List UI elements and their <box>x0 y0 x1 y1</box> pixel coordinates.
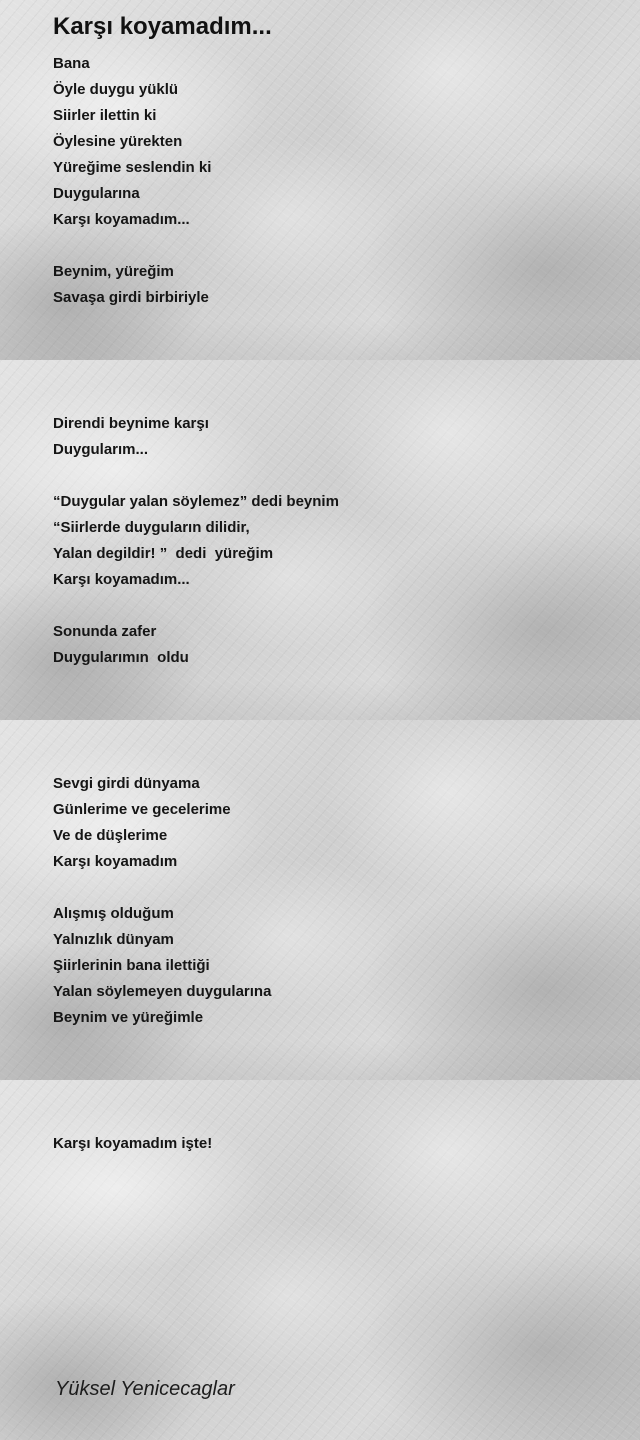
poem-line: Yalan degildir! ” dedi yüreğim <box>53 545 274 562</box>
poem-line: Duygularına <box>53 185 140 202</box>
stanza <box>53 489 339 593</box>
panel-divider <box>0 1040 640 1080</box>
poem-line: Savaşa girdi birbiriyle <box>53 289 209 306</box>
poem-line: Öylesine yürekten <box>53 133 183 150</box>
poem-panel-2 <box>0 360 640 720</box>
poem-line: “Duygular yalan söylemez” dedi beynim <box>53 493 339 510</box>
poem-line: Yalan söylemeyen duygularına <box>53 983 272 1000</box>
poem-line: Karşı koyamadım <box>53 853 178 870</box>
poem-line: Şiirlerinin bana ilettiği <box>53 957 210 974</box>
poem-line: Siirler ilettin ki <box>53 107 157 124</box>
poem-line: Karşı koyamadım... <box>53 571 190 588</box>
stanza <box>53 259 209 311</box>
poem-panel-3 <box>0 720 640 1080</box>
poem-line: Sonunda zafer <box>53 623 157 640</box>
poem-line: Duygularımın oldu <box>53 649 189 666</box>
stanza <box>53 1131 212 1157</box>
poem-line: Alışmış olduğum <box>53 905 174 922</box>
stanza <box>53 771 231 875</box>
poem-panel-1 <box>0 0 640 360</box>
poem-line: Ve de düşlerime <box>53 827 168 844</box>
poem-line: Karşı koyamadım... <box>53 211 190 228</box>
poem-panel-4 <box>0 1080 640 1440</box>
poem-line: Karşı koyamadım işte! <box>53 1135 213 1152</box>
poem-author: Yüksel Yenicecaglar <box>55 1378 235 1400</box>
poem-line: Bana <box>53 55 90 72</box>
poem-line: “Siirlerde duyguların dilidir, <box>53 519 250 536</box>
stanza <box>53 411 209 463</box>
poem-line: Beynim ve yüreğimle <box>53 1009 204 1026</box>
poem-title: Karşı koyamadım... <box>53 13 272 40</box>
poem-line: Beynim, yüreğim <box>53 263 174 280</box>
poem-line: Duygularım... <box>53 441 149 458</box>
poem-line: Günlerime ve gecelerime <box>53 801 231 818</box>
poem-line: Sevgi girdi dünyama <box>53 775 200 792</box>
stanza <box>53 51 211 233</box>
panel-divider <box>0 680 640 720</box>
poem-line: Öyle duygu yüklü <box>53 81 179 98</box>
stanza <box>53 901 271 1031</box>
poem-line: Direndi beynime karşı <box>53 415 209 432</box>
panel-divider <box>0 320 640 360</box>
stanza <box>53 619 189 671</box>
poem-line: Yalnızlık dünyam <box>53 931 174 948</box>
poem-line: Yüreğime seslendin ki <box>53 159 212 176</box>
